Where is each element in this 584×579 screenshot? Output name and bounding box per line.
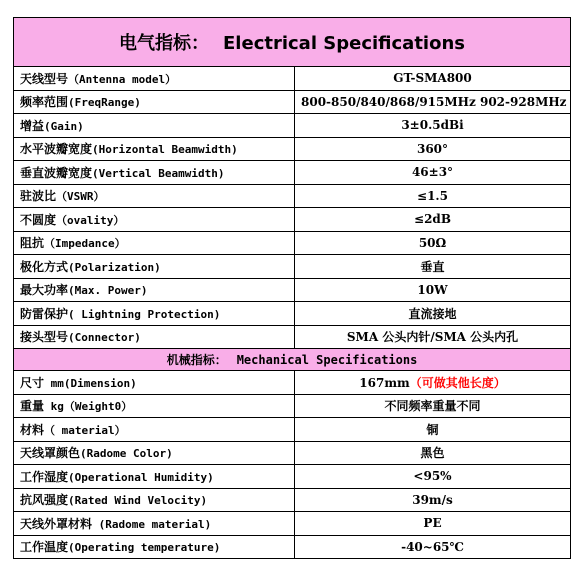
spec-value <box>295 512 571 536</box>
spec-value-text: 不同频率重量不同 <box>384 399 481 414</box>
spec-value <box>295 302 571 326</box>
table-row <box>14 512 571 536</box>
spec-label-cn: 防雷保护 <box>20 306 69 321</box>
spec-label-en: (Rated Wind Velocity) <box>68 494 208 508</box>
spec-label-cn: 重量 <box>20 399 45 414</box>
spec-label-cn: 驻波比 <box>20 189 57 204</box>
table-row <box>14 161 571 185</box>
spec-label-en: (Horizontal Beamwidth) <box>92 143 238 157</box>
spec-value-text: ≤1.5 <box>417 188 448 203</box>
mechanical-title-cn: 机械指标： <box>166 353 227 367</box>
mechanical-title <box>14 349 571 371</box>
electrical-title-cn: 电气指标： <box>119 33 210 54</box>
spec-value-text: 10W <box>417 282 448 297</box>
spec-label <box>14 114 295 138</box>
spec-label-en: (Operating temperature) <box>68 541 221 555</box>
spec-value <box>295 278 571 302</box>
spec-label <box>14 208 295 232</box>
spec-value-text: 39m/s <box>412 492 453 507</box>
spec-value-text: ≤2dB <box>414 212 451 227</box>
electrical-title-en: Electrical Specifications <box>223 33 465 54</box>
spec-label-cn: 水平波瓣宽度 <box>20 142 93 157</box>
table-row <box>14 418 571 442</box>
spec-value-text: PE <box>423 516 442 531</box>
spec-label <box>14 394 295 418</box>
spec-value <box>295 371 571 395</box>
table-row <box>14 90 571 114</box>
table-row <box>14 488 571 512</box>
spec-label-en: kg（Weight0） <box>44 400 133 414</box>
spec-label <box>14 418 295 442</box>
spec-label-cn: 天线型号 <box>20 71 69 86</box>
mechanical-title-row <box>14 349 571 371</box>
electrical-title-row <box>14 18 571 67</box>
table-row <box>14 255 571 279</box>
spec-value <box>295 161 571 185</box>
table-row <box>14 394 571 418</box>
spec-sheet <box>13 17 570 559</box>
spec-label-en: ( Lightning Protection) <box>68 307 221 321</box>
spec-value <box>295 325 571 349</box>
table-row <box>14 302 571 326</box>
spec-value-text: 360° <box>416 141 449 156</box>
spec-value <box>295 441 571 465</box>
spec-value <box>295 535 571 559</box>
spec-value <box>295 465 571 489</box>
spec-value <box>295 184 571 208</box>
spec-value-text: -40~65℃ <box>401 539 464 554</box>
spec-value <box>295 67 571 91</box>
spec-value-text: 46±3° <box>411 165 454 180</box>
spec-label <box>14 371 295 395</box>
table-row <box>14 535 571 559</box>
spec-label-cn: 天线罩颜色 <box>20 446 81 461</box>
spec-label-en: （Antenna model） <box>68 72 177 86</box>
spec-label-cn: 增益 <box>20 118 45 133</box>
spec-label-cn: 不圆度 <box>20 212 57 227</box>
spec-label <box>14 302 295 326</box>
spec-label-en: (FreqRange) <box>68 96 141 110</box>
spec-label-en: (Polarization) <box>68 260 161 274</box>
spec-label-cn: 抗风强度 <box>20 493 69 508</box>
spec-value-text: SMA 公头内针/SMA 公头内孔 <box>346 330 519 345</box>
spec-label <box>14 67 295 91</box>
spec-label-en: (Connector) <box>68 331 141 345</box>
spec-label <box>14 90 295 114</box>
spec-label <box>14 255 295 279</box>
spec-label-cn: 工作温度 <box>20 540 69 555</box>
spec-label <box>14 231 295 255</box>
spec-label <box>14 488 295 512</box>
spec-value <box>295 418 571 442</box>
spec-label <box>14 278 295 302</box>
spec-label-en: (Gain) <box>44 119 84 133</box>
spec-value-text: 铜 <box>426 422 439 437</box>
spec-value-text: 50Ω <box>418 235 447 250</box>
spec-label-cn: 频率范围 <box>20 95 69 110</box>
spec-label-cn: 阻抗 <box>20 236 45 251</box>
spec-label-en: (Radome Color) <box>80 447 173 461</box>
table-row <box>14 371 571 395</box>
spec-label <box>14 512 295 536</box>
table-row <box>14 325 571 349</box>
spec-value-text: <95% <box>413 469 452 484</box>
spec-label-en: （VSWR） <box>56 190 105 204</box>
spec-value <box>295 255 571 279</box>
spec-value-note: （可做其他长度） <box>409 375 506 390</box>
mechanical-title-en: Mechanical Specifications <box>236 353 418 367</box>
table-row <box>14 208 571 232</box>
spec-value-text: 800-850/840/868/915MHz 902-928MHz <box>301 94 567 109</box>
spec-value <box>295 114 571 138</box>
spec-label-en: (Operational Humidity) <box>68 470 214 484</box>
spec-table <box>13 17 571 559</box>
spec-value-text: 垂直 <box>420 259 445 274</box>
spec-value <box>295 231 571 255</box>
spec-label <box>14 465 295 489</box>
spec-value <box>295 137 571 161</box>
spec-label <box>14 325 295 349</box>
spec-value <box>295 488 571 512</box>
spec-value-text: GT-SMA800 <box>393 71 472 86</box>
spec-label-cn: 天线外罩材料 <box>20 516 93 531</box>
spec-label-cn: 接头型号 <box>20 330 69 345</box>
table-row <box>14 441 571 465</box>
spec-label-cn: 尺寸 <box>20 375 45 390</box>
spec-label-en: （Impedance） <box>44 237 126 251</box>
table-row <box>14 278 571 302</box>
spec-value <box>295 90 571 114</box>
spec-value-text: 直流接地 <box>408 306 457 321</box>
spec-label-en: (Radome material) <box>92 517 212 531</box>
table-row <box>14 231 571 255</box>
spec-value-text: 3±0.5dBi <box>401 118 464 133</box>
spec-label <box>14 161 295 185</box>
spec-label <box>14 137 295 161</box>
spec-label-en: （ material） <box>44 423 126 437</box>
table-row <box>14 137 571 161</box>
spec-label-en: (Vertical Beamwidth) <box>92 166 225 180</box>
spec-label <box>14 441 295 465</box>
spec-value-text: 黑色 <box>420 446 445 461</box>
spec-label-en: mm(Dimension) <box>44 376 137 390</box>
spec-label <box>14 184 295 208</box>
spec-label-cn: 最大功率 <box>20 283 69 298</box>
spec-label-cn: 工作湿度 <box>20 469 69 484</box>
table-row <box>14 184 571 208</box>
spec-label <box>14 535 295 559</box>
spec-label-en: （ovality） <box>56 213 125 227</box>
table-row <box>14 465 571 489</box>
spec-label-cn: 极化方式 <box>20 259 69 274</box>
electrical-title <box>14 18 571 67</box>
spec-value <box>295 208 571 232</box>
spec-label-cn: 材料 <box>20 422 45 437</box>
table-row <box>14 67 571 91</box>
spec-value <box>295 394 571 418</box>
spec-label-cn: 垂直波瓣宽度 <box>20 165 93 180</box>
spec-value-text: 167mm <box>359 375 410 390</box>
table-row <box>14 114 571 138</box>
spec-label-en: (Max. Power) <box>68 284 148 298</box>
